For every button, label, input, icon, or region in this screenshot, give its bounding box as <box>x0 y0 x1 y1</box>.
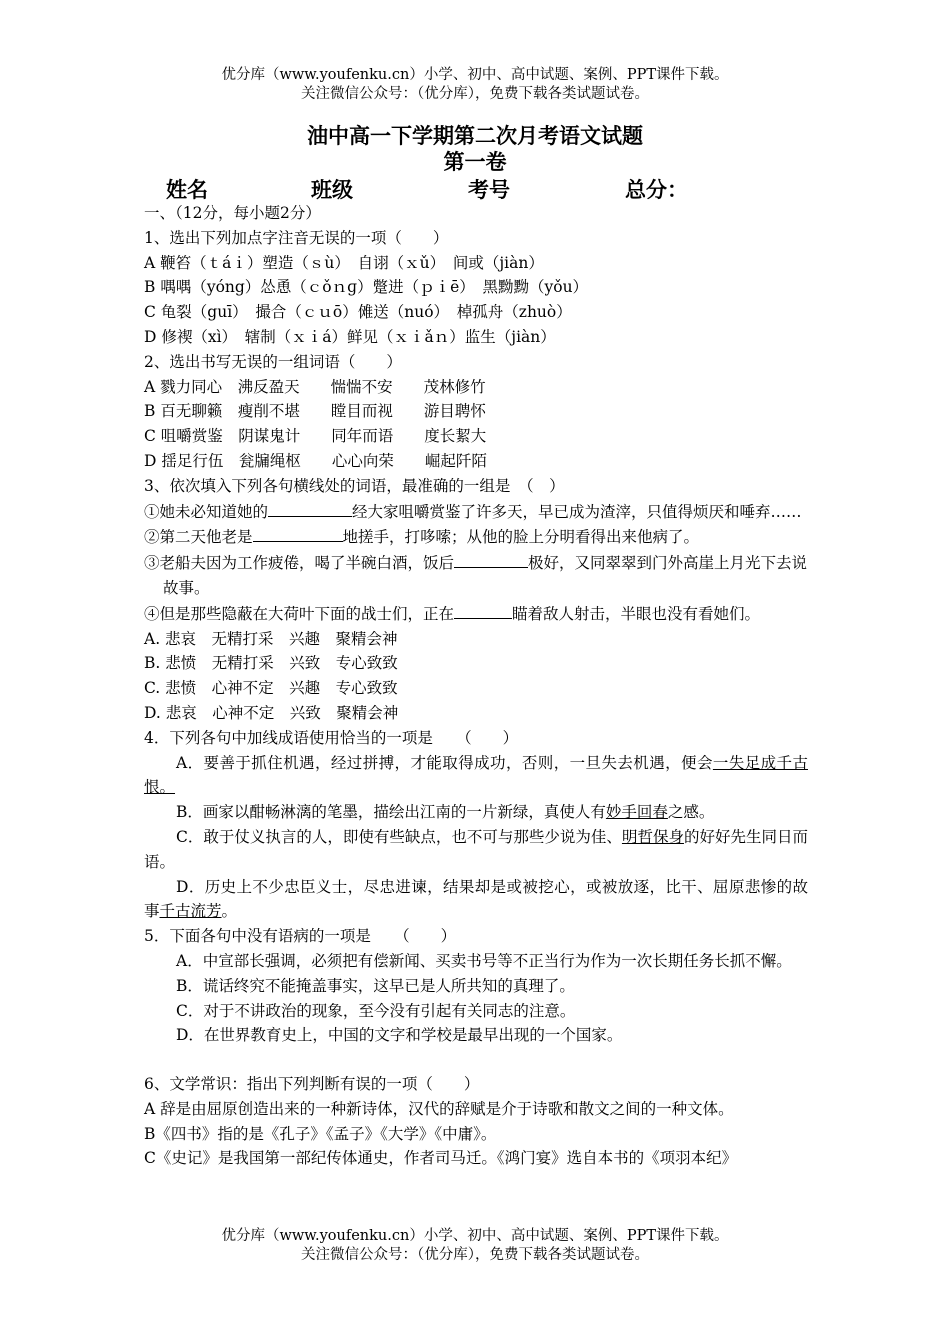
sentence-2-before-blank: ②第二天他老是 <box>144 528 253 547</box>
sentence-3-before-blank: ③老船夫因为工作疲倦，喝了半碗白酒，饭后 <box>144 554 455 573</box>
question-6-option-c: C《史记》是我国第一部纪传体通史，作者司马迁。《鸿门宴》选自本书的《项羽本纪》 <box>144 1149 738 1168</box>
question-3-option-a: A. 悲哀 无精打采 兴趣 聚精会神 <box>144 629 398 648</box>
question-5-option-c: C．对于不讲政治的现象，至今没有引起有关同志的注意。 <box>176 1001 576 1020</box>
exam-title: 油中高一下学期第二次月考语文试题 <box>307 123 643 148</box>
question-5-option-b: B．谎话终究不能掩盖事实，这早已是人所共知的真理了。 <box>176 976 575 995</box>
sentence-1-before-blank: ①她未必知道她的 <box>144 502 269 521</box>
question-4-option-b <box>144 800 808 825</box>
question-5-option-d: D．在世界教育史上，中国的文字和学校是最早出现的一个国家。 <box>176 1026 623 1045</box>
question-1-stem: 1、选出下列加点字注音无误的一项（ ） <box>144 228 449 247</box>
question-3-sentence-1 <box>144 499 808 525</box>
question-4-option-a <box>144 751 808 801</box>
option-c-text: C．敢于仗义执言的人，即使有些缺点，也不可与那些少说为佳、 <box>176 827 622 846</box>
class-field-label: 班级 <box>311 177 353 202</box>
question-3-sentence-4 <box>144 601 808 627</box>
section-heading: 一、（12分，每小题2分） <box>144 204 321 222</box>
header-line-2: 关注微信公众号：（优分库），免费下载各类试题试卷。 <box>301 86 649 102</box>
question-2-option-a: A 戮力同心 沸反盈天 惴惴不安 茂林修竹 <box>144 377 486 396</box>
header-line-1: 优分库（www.youfenku.cn）小学、初中、高中试题、案例、PPT课件下载。 <box>221 67 729 83</box>
exam-number-field-label: 考号 <box>468 177 510 202</box>
exam-content <box>144 201 808 1171</box>
option-b-text: B．画家以酣畅淋漓的笔墨，描绘出江南的一片新绿，真使人有 <box>176 803 606 822</box>
question-6-option-a: A 辞是由屈原创造出来的一种新诗体，汉代的辞赋是介于诗歌和散文之间的一种文体。 <box>144 1099 734 1118</box>
option-c-underlined-idiom: 明哲保身 <box>621 827 684 846</box>
footer-line-1: 优分库（www.youfenku.cn）小学、初中、高中试题、案例、PPT课件下载。 <box>221 1228 729 1244</box>
question-1-option-c: C 龟裂（guī） 撮合（ｃｕō）傩送（nuó） 棹孤舟（zhuò） <box>144 303 572 322</box>
question-6-option-b: B《四书》指的是《孔子》《孟子》《大学》《中庸》。 <box>144 1124 497 1143</box>
sentence-1-after-blank: 经大家咀嚼赏鉴了许多天，早已成为渣滓，只值得烦厌和唾弃…… <box>352 502 802 521</box>
question-2-option-b: B 百无聊籁 瘦削不堪 瞠目而视 游目聘怀 <box>144 402 486 421</box>
question-1-option-a: A 鞭笞（ｔáｉ）塑造（ｓù） 自诩（ｘǔ） 间或（jiàn） <box>144 253 544 272</box>
question-3-sentence-3 <box>144 550 808 601</box>
question-6-stem: 6、文学常识：指出下列判断有误的一项（ ） <box>144 1075 480 1094</box>
option-d-underlined-idiom: 千古流芳 <box>159 902 222 921</box>
sentence-4-before-blank: ④但是那些隐蔽在大荷叶下面的战士们，正在 <box>144 604 455 623</box>
option-c-text-end: 的好好先生同日而语。 <box>144 827 808 871</box>
question-1-option-b: B 喁喁（yóng）怂恿（ｃǒｎɡ）蹩进（ｐｉē） 黑黝黝（yǒu） <box>144 278 589 297</box>
name-field-label: 姓名 <box>166 177 208 202</box>
sentence-3-after-blank: 极好，又同翠翠到门外高崖上月光下去说故事。 <box>163 554 808 597</box>
question-3-option-b: B. 悲愤 无精打采 兴致 专心致致 <box>144 654 398 673</box>
total-score-field-label: 总分： <box>625 177 688 202</box>
question-3-stem: 3、依次填入下列各句横线处的词语，最准确的一组是 （ ） <box>144 476 565 495</box>
question-2-stem: 2、选出书写无误的一组词语（ ） <box>144 352 402 371</box>
option-a-underlined-idiom: 一失足成千古恨。 <box>144 753 808 797</box>
question-5-option-a: A．中宣部长强调，必须把有偿新闻、买卖书号等不正当行为作为一次长期任务长抓不懈。 <box>176 951 792 970</box>
student-info-fields <box>0 174 950 202</box>
question-1-option-d: D 修禊（xì） 辖制（ｘｉá）鲜见（ｘｉǎｎ）监生（jiàn） <box>144 327 556 346</box>
option-b-text-end: 之感。 <box>667 803 715 822</box>
sentence-2-after-blank: 地搓手，打哆嗦；从他的脸上分明看得出来他病了。 <box>342 528 700 547</box>
question-3-option-d: D. 悲哀 心神不定 兴致 聚精会神 <box>144 703 399 722</box>
fill-blank-4 <box>454 601 512 619</box>
footer-line-2: 关注微信公众号：（优分库），免费下载各类试题试卷。 <box>301 1247 649 1263</box>
option-a-text: A．要善于抓住机遇，经过拼搏，才能取得成功，否则，一旦失去机遇，便会 <box>176 753 713 772</box>
fill-blank-3 <box>454 550 528 568</box>
fill-blank-1 <box>268 499 352 517</box>
question-2-option-c: C 咀嚼赏鉴 阴谋鬼计 同年而语 度长絜大 <box>144 427 487 446</box>
question-3-option-c: C. 悲愤 心神不定 兴趣 专心致致 <box>144 679 398 698</box>
question-4-stem: 4．下列各句中加线成语使用恰当的一项是 （ ） <box>144 728 519 747</box>
exam-subtitle: 第一卷 <box>443 149 507 174</box>
blank-spacer <box>144 1048 808 1072</box>
question-4-option-c <box>144 825 808 875</box>
question-3-sentence-2 <box>144 524 808 550</box>
page-footer <box>0 1227 950 1265</box>
question-2-option-d: D 揺足行伍 瓮牖绳枢 心心向荣 崛起阡陌 <box>144 451 487 470</box>
option-d-text-end: 。 <box>221 902 238 921</box>
sentence-4-after-blank: 瞄着敌人射击，半眼也没有看她们。 <box>512 604 761 623</box>
page-header <box>0 66 950 104</box>
fill-blank-2 <box>253 524 343 542</box>
question-5-stem: 5．下面各句中没有语病的一项是 （ ） <box>144 927 457 946</box>
question-4-option-d <box>144 875 808 925</box>
option-d-text: D．历史上不少忠臣义士，尽忠进谏，结果却是或被挖心，或被放逐，比干、屈原悲惨的故事 <box>144 877 808 921</box>
option-b-underlined-idiom: 妙手回春 <box>605 803 668 822</box>
